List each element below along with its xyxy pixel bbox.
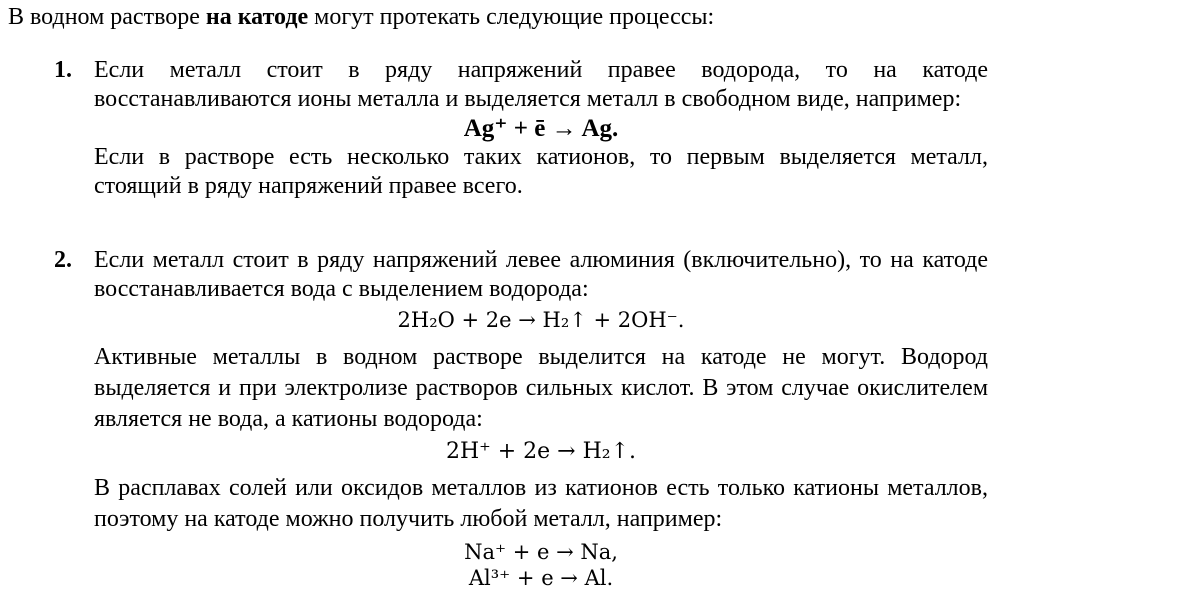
item1-para2-line2: стоящий в ряду напряжений правее всего. xyxy=(94,173,523,199)
item2-formula-acid: 2H⁺ + 2e → H₂↑. xyxy=(445,439,637,464)
item2-para3-line1: В расплавах солей или оксидов металлов из катионов есть только катионы металлов, xyxy=(94,475,988,501)
item2-para1-line1: Если металл стоит в ряду напряжений левее алюминия (включительно), то на катоде xyxy=(94,247,988,273)
item-number-2: 2. xyxy=(54,247,72,273)
item2-formula-water: 2H₂O + 2e → H₂↑ + 2OH⁻. xyxy=(397,308,685,332)
item2-formula-aluminium: Al³⁺ + e → Al. xyxy=(468,566,614,590)
item2-para2-line2: выделяется и при электролизе растворов сильных кислот. В этом случае окислителем xyxy=(94,375,988,401)
list-item-2 xyxy=(46,246,988,591)
item2-formula-sodium: Na⁺ + e → Na, xyxy=(464,540,618,564)
item1-para1-line2: восстанавливаются ионы металла и выделяется металл в свободном виде, например: xyxy=(94,86,962,112)
intro-line xyxy=(8,3,714,32)
list-item-1 xyxy=(46,56,988,201)
intro-text-before: В водном растворе xyxy=(8,4,206,30)
intro-text-after: могут протекать следующие процессы: xyxy=(308,4,715,30)
item2-para2-line3: является не вода, а катионы водорода: xyxy=(94,406,483,432)
item1-para2-line1: Если в растворе есть несколько таких катионов, то первым выделяется металл, xyxy=(94,144,988,170)
item1-para1-line1: Если металл стоит в ряду напряжений правее водорода, то на катоде xyxy=(94,57,988,83)
item2-para1-line2: восстанавливается вода с выделением водорода: xyxy=(94,276,589,302)
intro-bold-cathode: на катоде xyxy=(205,4,309,30)
item2-para2-line1: Активные металлы в водном растворе выделится на катоде не могут. Водород xyxy=(94,344,988,370)
item1-formula-silver: Ag⁺ + ē → Ag. xyxy=(463,115,619,142)
item-number-1: 1. xyxy=(54,57,72,83)
item2-para3-line2: поэтому на катоде можно получить любой металл, например: xyxy=(94,506,723,532)
